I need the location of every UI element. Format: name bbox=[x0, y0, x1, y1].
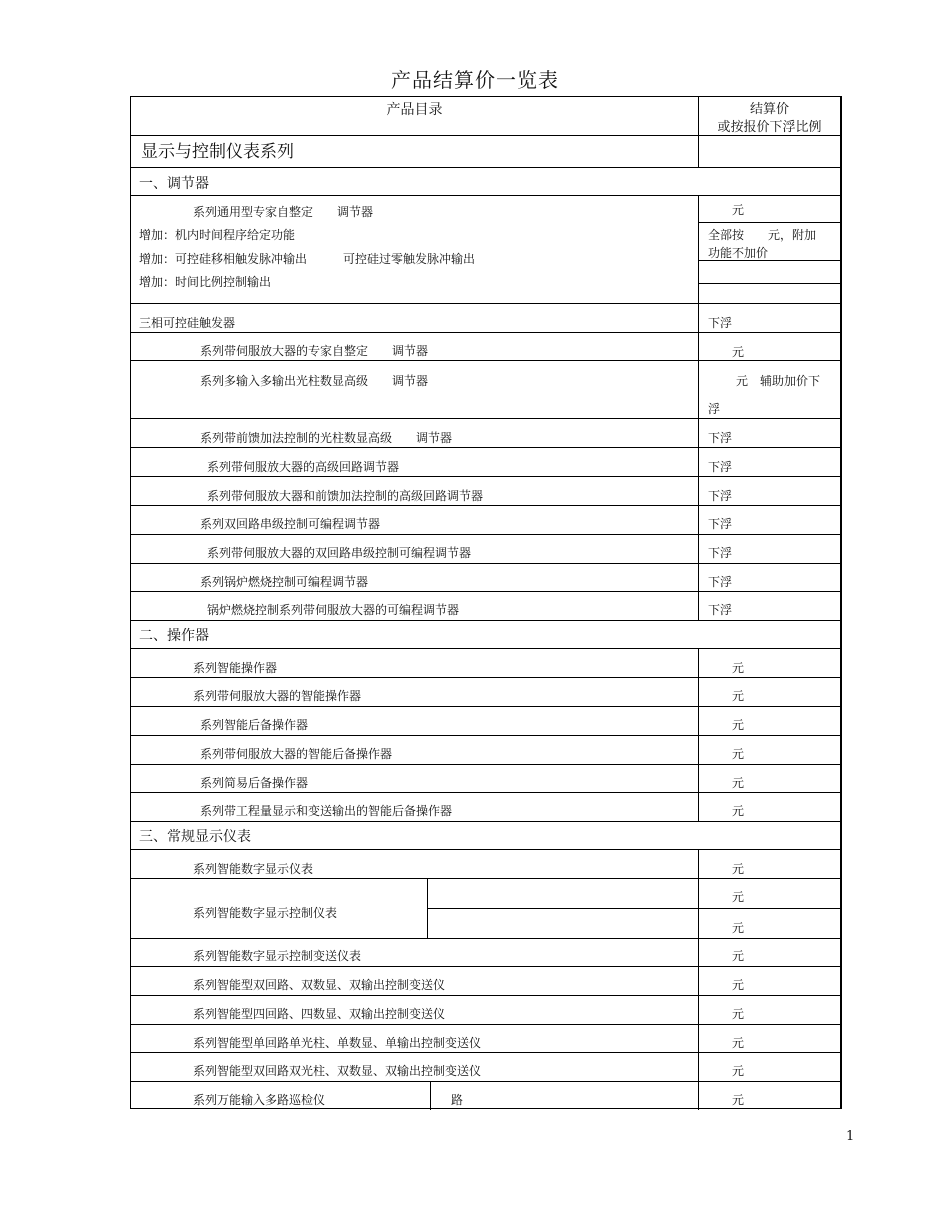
section-heading-1: 一、调节器 bbox=[139, 176, 209, 192]
series-title: 显示与控制仪表系列 bbox=[141, 142, 294, 162]
price-cell: 元 bbox=[732, 689, 745, 703]
price-cell: 下浮 bbox=[708, 489, 733, 503]
product-name: 系列智能型双回路、双数显、双输出控制变送仪 bbox=[193, 978, 446, 992]
product-name: 系列万能输入多路巡检仪 bbox=[193, 1093, 326, 1107]
price-cell: 下浮 bbox=[708, 546, 733, 560]
page-number: 1 bbox=[846, 1129, 855, 1144]
price-cell: 元 bbox=[732, 1036, 745, 1050]
section-heading-3: 三、常规显示仪表 bbox=[139, 829, 251, 845]
product-name: 系列带伺服放大器的智能操作器 bbox=[193, 689, 362, 703]
product-name: 系列智能操作器 bbox=[193, 661, 278, 675]
product-name: 系列通用型专家自整定 调节器 bbox=[193, 205, 374, 219]
product-name: 系列智能型单回路单光柱、单数显、单输出控制变送仪 bbox=[193, 1036, 482, 1050]
option-line: 增加：时间比例控制输出 bbox=[139, 275, 272, 289]
product-name: 系列带伺服放大器的高级回路调节器 bbox=[207, 460, 400, 474]
price-cell: 元 bbox=[732, 747, 745, 761]
price-cell: 元 bbox=[732, 890, 745, 904]
channel-unit: 路 bbox=[451, 1093, 464, 1107]
price-cell: 元 bbox=[732, 1007, 745, 1021]
price-cell: 下浮 bbox=[708, 316, 733, 330]
option-line: 增加：机内时间程序给定功能 bbox=[139, 228, 296, 242]
product-name: 系列智能型双回路双光柱、双数显、双输出控制变送仪 bbox=[193, 1064, 482, 1078]
product-name: 系列锅炉燃烧控制可编程调节器 bbox=[200, 575, 369, 589]
price-cell: 下浮 bbox=[708, 431, 733, 445]
product-name: 系列智能型四回路、四数显、双输出控制变送仪 bbox=[193, 1007, 446, 1021]
price-cell: 下浮 bbox=[708, 603, 733, 617]
price-cell: 下浮 bbox=[708, 517, 733, 531]
product-name: 三相可控硅触发器 bbox=[139, 316, 236, 330]
price-cell: 元 bbox=[732, 718, 745, 732]
option-line: 增加：可控硅移相触发脉冲输出 可控硅过零触发脉冲输出 bbox=[139, 252, 476, 266]
price-header-line1: 结算价 bbox=[749, 102, 789, 117]
price-cell: 元 bbox=[732, 776, 745, 790]
product-name: 系列带伺服放大器和前馈加法控制的高级回路调节器 bbox=[207, 489, 484, 503]
price-cell: 元 bbox=[732, 203, 745, 217]
price-cell: 全部按 元，附加 bbox=[708, 228, 817, 242]
price-cell: 元 bbox=[732, 345, 745, 359]
price-cell: 元 bbox=[732, 661, 745, 675]
product-name: 锅炉燃烧控制系列带伺服放大器的可编程调节器 bbox=[207, 603, 460, 617]
price-cell: 元 辅助加价下 bbox=[736, 374, 821, 388]
product-name: 系列智能数字显示控制变送仪表 bbox=[193, 949, 362, 963]
page-title: 产品结算价一览表 bbox=[391, 68, 559, 92]
product-name: 系列带工程量显示和变送输出的智能后备操作器 bbox=[200, 804, 453, 818]
product-name: 系列多输入多输出光柱数显高级 调节器 bbox=[200, 374, 429, 388]
product-name: 系列双回路串级控制可编程调节器 bbox=[200, 517, 381, 531]
product-name: 系列带伺服放大器的专家自整定 调节器 bbox=[200, 344, 429, 358]
price-cell: 元 bbox=[732, 978, 745, 992]
section-heading-2: 二、操作器 bbox=[139, 628, 209, 644]
price-cell: 元 bbox=[732, 804, 745, 818]
price-cell: 元 bbox=[732, 949, 745, 963]
price-cell: 下浮 bbox=[708, 575, 733, 589]
product-name: 系列简易后备操作器 bbox=[200, 776, 309, 790]
price-cell: 浮 bbox=[708, 402, 721, 416]
price-cell: 元 bbox=[732, 921, 745, 935]
product-name: 系列带前馈加法控制的光柱数显高级 调节器 bbox=[200, 431, 453, 445]
price-cell: 元 bbox=[732, 862, 745, 876]
price-table bbox=[130, 96, 842, 1109]
product-name: 系列智能数字显示仪表 bbox=[193, 862, 314, 876]
product-name: 系列带伺服放大器的智能后备操作器 bbox=[200, 747, 393, 761]
catalog-header: 产品目录 bbox=[386, 102, 443, 118]
product-name: 系列带伺服放大器的双回路串级控制可编程调节器 bbox=[207, 546, 472, 560]
product-name: 系列智能数字显示控制仪表 bbox=[193, 906, 338, 920]
price-header-line2: 或按报价下浮比例 bbox=[717, 120, 822, 135]
price-cell: 元 bbox=[732, 1064, 745, 1078]
price-cell: 功能不加价 bbox=[708, 246, 769, 260]
price-cell: 元 bbox=[732, 1093, 745, 1107]
price-cell: 下浮 bbox=[708, 460, 733, 474]
product-name: 系列智能后备操作器 bbox=[200, 718, 309, 732]
